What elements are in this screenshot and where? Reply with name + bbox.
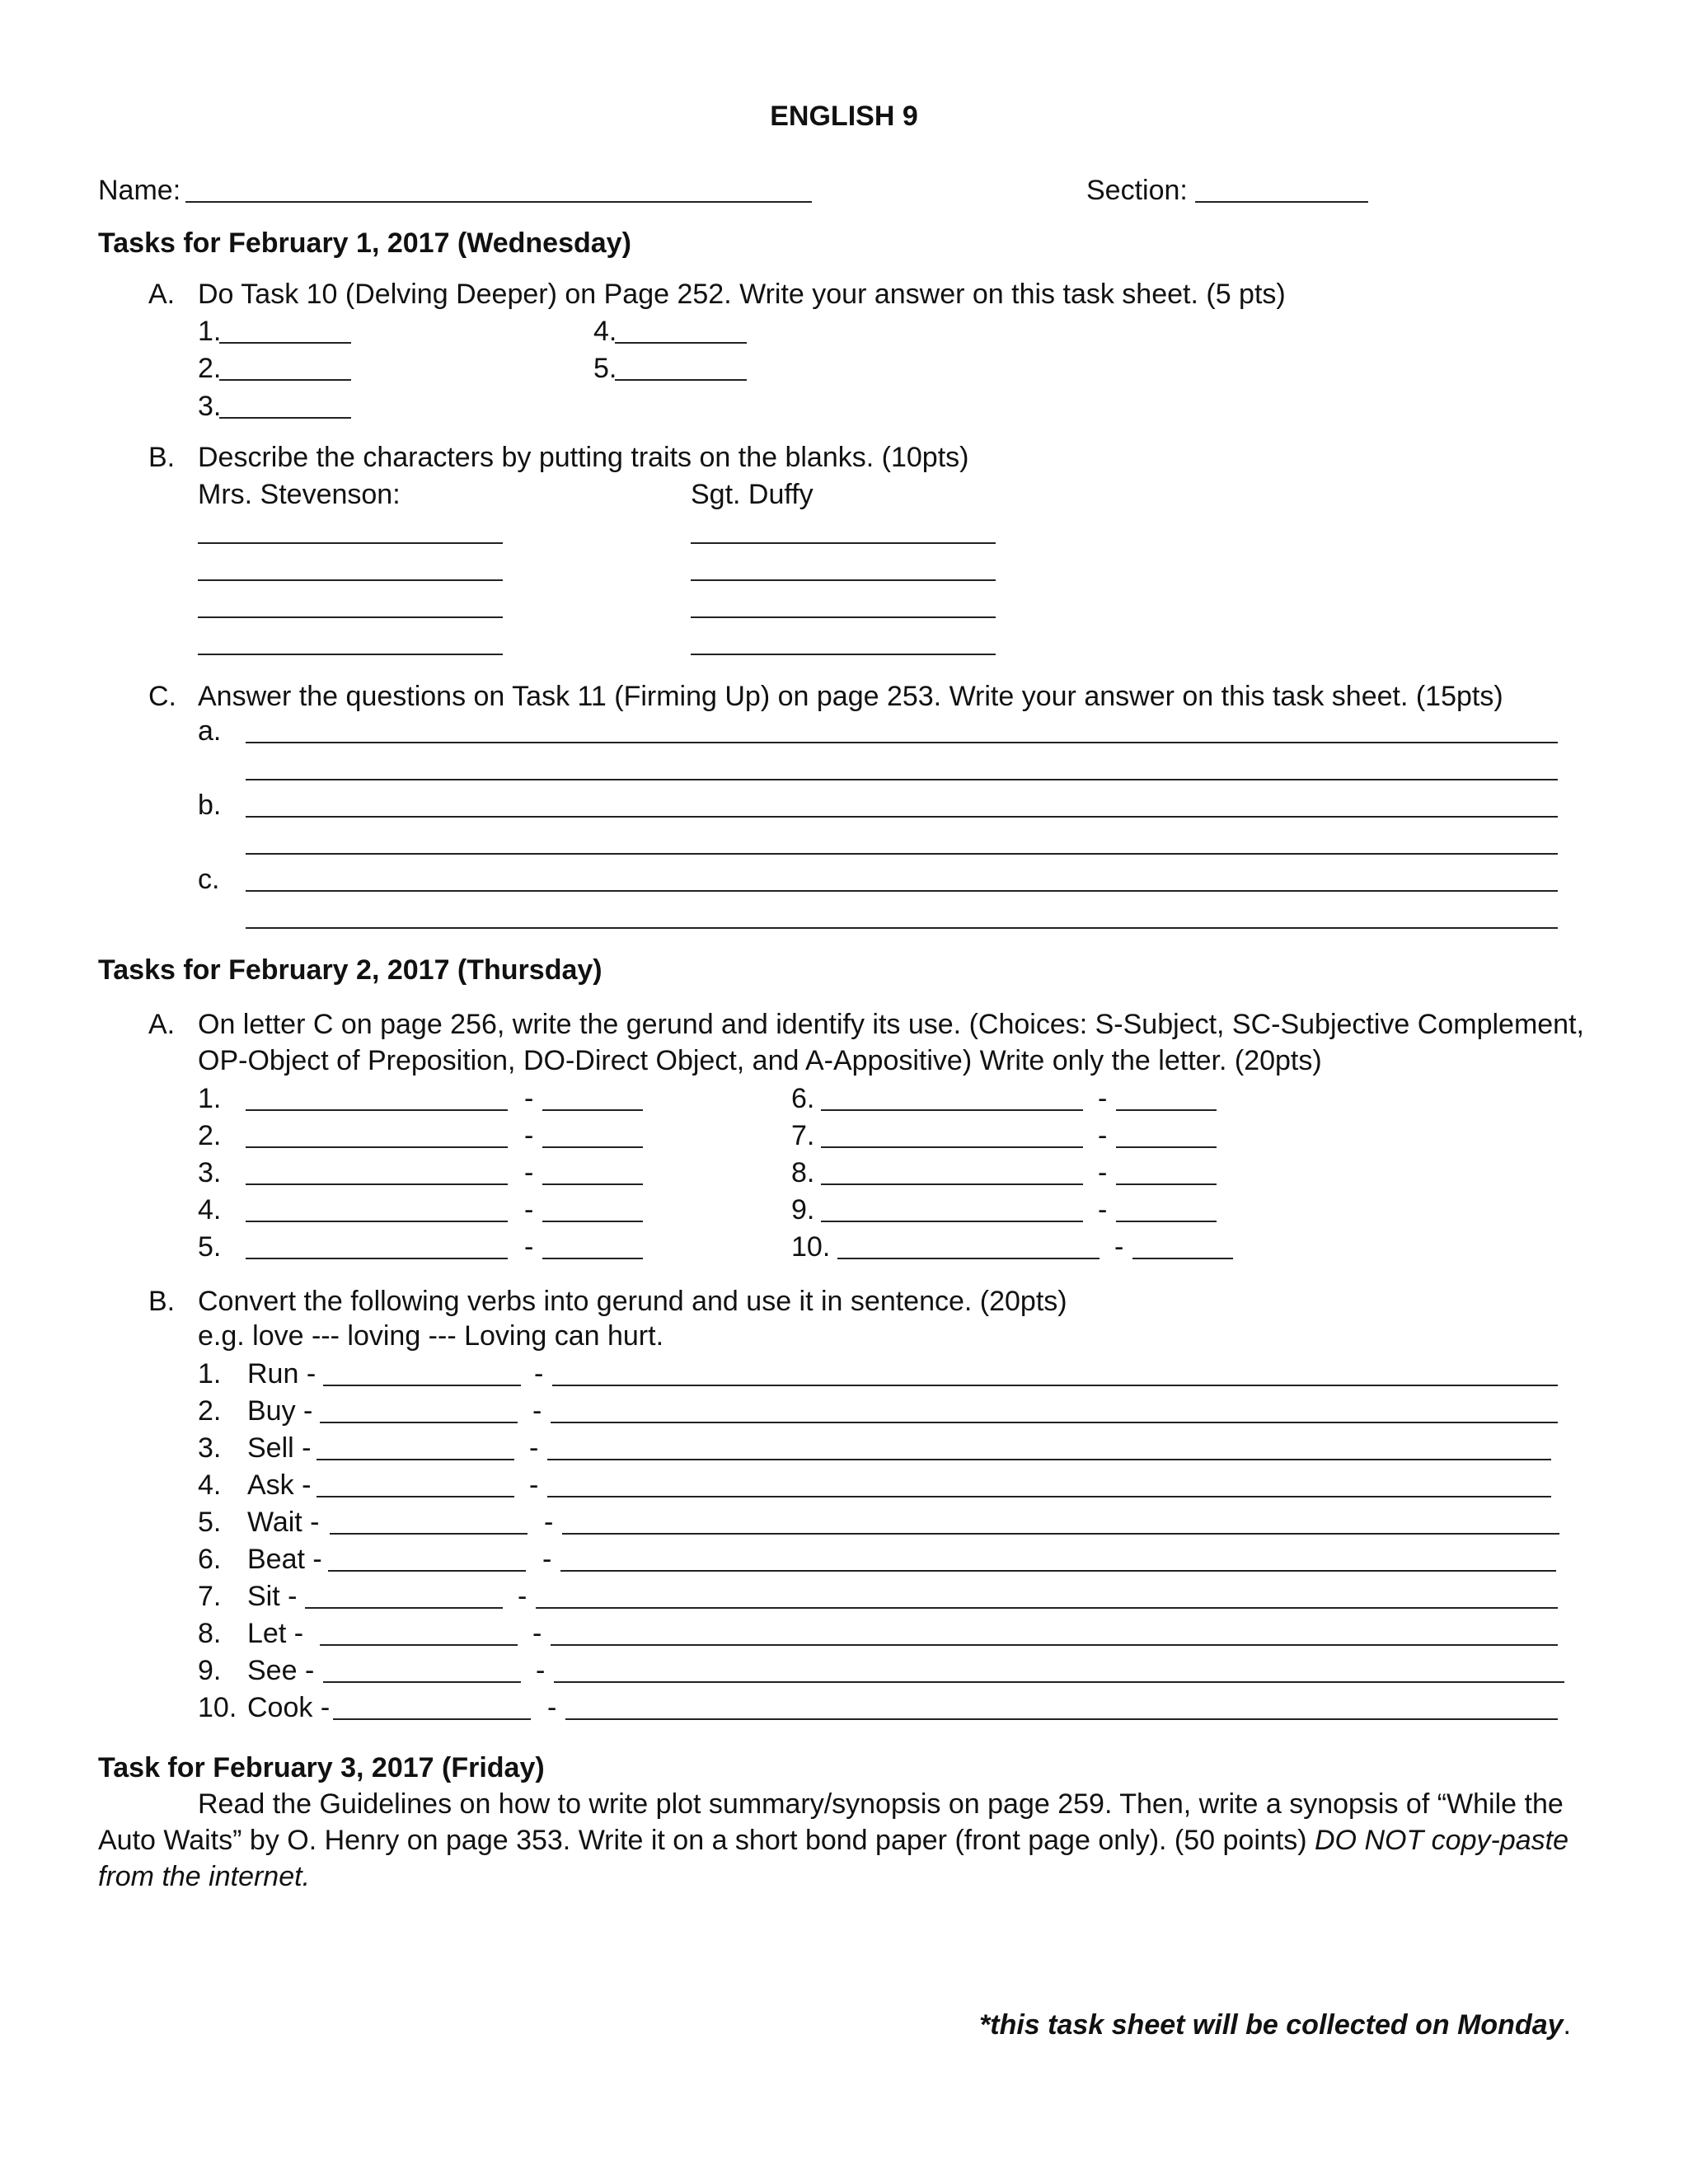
day2-b-letter: B. [148,1286,176,1317]
sentence-field[interactable] [551,1644,1558,1646]
trait-field[interactable] [691,654,996,655]
gerund-field[interactable] [246,1109,508,1111]
verb-label: Sell - [247,1432,312,1464]
day2-a-item-label: 2. [198,1120,222,1151]
separator-dash: - [532,1618,542,1649]
collection-note-text: *this task sheet will be collected on Monday [979,2009,1564,2041]
day1-b-letter: B. [148,442,176,473]
separator-dash: - [524,1120,534,1151]
gerund-field[interactable] [837,1258,1100,1259]
answer-line[interactable] [246,779,1558,780]
gerund-field[interactable] [316,1496,514,1497]
day1-a-item-label: 3. [198,391,222,422]
character-label-sgt-duffy: Sgt. Duffy [691,479,814,510]
gerund-field[interactable] [246,1146,508,1148]
name-field[interactable] [185,201,812,203]
verb-label: See - [247,1655,315,1686]
day3-instruction-line2 [98,1826,1568,1854]
day2-a-item-label: 9. [791,1194,815,1226]
separator-dash: - [524,1083,534,1114]
collection-note-period: . [1563,2009,1571,2041]
gerund-field[interactable] [821,1109,1083,1111]
use-field[interactable] [1116,1146,1217,1148]
separator-dash: - [529,1469,539,1501]
separator-dash: - [542,1544,552,1575]
day2-a-item-label: 8. [791,1157,815,1188]
day2-a-item-label: 1. [198,1083,222,1114]
trait-field[interactable] [691,542,996,544]
name-label: Name: [98,175,181,206]
separator-dash: - [532,1395,542,1427]
day1-b-instruction: Describe the characters by putting traits on the blanks. (10pts) [198,442,969,473]
separator-dash: - [1098,1120,1108,1151]
day3-warning-continued: from the internet. [98,1861,311,1892]
character-label-mrs-stevenson: Mrs. Stevenson: [198,479,401,510]
verb-number: 3. [198,1432,222,1464]
gerund-field[interactable] [246,1221,508,1222]
verb-label: Wait - [247,1507,320,1538]
gerund-field[interactable] [316,1459,514,1460]
day2-a-instruction-line1: On letter C on page 256, write the gerund and identify its use. (Choices: S-Subject, SC-Subjective Complement, [198,1009,1584,1040]
separator-dash: - [1098,1157,1108,1188]
day1-a-instruction: Do Task 10 (Delving Deeper) on Page 252. Write your answer on this task sheet. (5 pts) [198,279,1286,310]
day3-instruction-line1: Read the Guidelines on how to write plot summary/synopsis on page 259. Then, write a synopsis of “While the [198,1788,1564,1820]
separator-dash: - [547,1692,557,1723]
verb-label: Sit - [247,1581,298,1612]
day1-a-letter: A. [148,279,176,310]
day1-c-item-label: c. [198,864,220,895]
use-field[interactable] [542,1146,643,1148]
gerund-field[interactable] [305,1607,503,1609]
day1-a-answer-5[interactable] [615,379,747,381]
day2-b-example: e.g. love --- loving --- Loving can hurt. [198,1320,664,1352]
sentence-field[interactable] [547,1459,1551,1460]
sentence-field[interactable] [562,1533,1559,1535]
day1-a-answer-2[interactable] [219,379,351,381]
day2-heading: Tasks for February 2, 2017 (Thursday) [98,954,603,986]
use-field[interactable] [1116,1109,1217,1111]
use-field[interactable] [542,1183,643,1185]
trait-field[interactable] [691,616,996,618]
gerund-field[interactable] [328,1570,526,1572]
verb-label: Buy - [247,1395,313,1427]
use-field[interactable] [1116,1221,1217,1222]
separator-dash: - [524,1157,534,1188]
verb-number: 4. [198,1469,222,1501]
verb-label: Cook - [247,1692,331,1723]
verb-number: 1. [198,1358,222,1390]
verb-label: Run - [247,1358,316,1390]
gerund-field[interactable] [320,1644,518,1646]
day1-a-answer-3[interactable] [219,417,351,419]
page-title: ENGLISH 9 [770,101,918,132]
gerund-field[interactable] [246,1258,508,1259]
verb-number: 10. [198,1692,237,1723]
gerund-field[interactable] [821,1183,1083,1185]
day2-a-instruction-line2: OP-Object of Preposition, DO-Direct Object, and A-Appositive) Write only the letter. (20pts) [198,1045,1322,1076]
separator-dash: - [1114,1231,1124,1263]
use-field[interactable] [542,1258,643,1259]
gerund-field[interactable] [821,1146,1083,1148]
day3-heading: Task for February 3, 2017 (Friday) [98,1752,545,1783]
sentence-field[interactable] [560,1570,1556,1572]
day2-a-item-label: 4. [198,1194,222,1226]
verb-number: 6. [198,1544,222,1575]
verb-number: 7. [198,1581,222,1612]
separator-dash: - [529,1432,539,1464]
verb-label: Let - [247,1618,304,1649]
separator-dash: - [534,1358,544,1390]
sentence-field[interactable] [551,1422,1558,1423]
trait-field[interactable] [198,579,503,581]
day1-a-item-label: 1. [198,316,222,347]
day1-a-item-label: 4. [593,316,617,347]
separator-dash: - [536,1655,546,1686]
verb-number: 5. [198,1507,222,1538]
day1-c-instruction: Answer the questions on Task 11 (Firming Up) on page 253. Write your answer on this task sheet. (15pts) [198,681,1503,712]
day3-warning-italic: DO NOT copy-paste [1315,1825,1568,1856]
use-field[interactable] [1132,1258,1233,1259]
section-field[interactable] [1195,201,1368,203]
day1-a-answer-1[interactable] [219,342,351,344]
separator-dash: - [524,1194,534,1226]
use-field[interactable] [542,1109,643,1111]
answer-line[interactable] [246,816,1558,818]
verb-number: 2. [198,1395,222,1427]
gerund-field[interactable] [330,1533,528,1535]
trait-field[interactable] [198,542,503,544]
use-field[interactable] [542,1221,643,1222]
day2-a-item-label: 6. [791,1083,815,1114]
answer-line[interactable] [246,742,1558,743]
day2-a-item-label: 10. [791,1231,831,1263]
day1-a-answer-4[interactable] [615,342,747,344]
day1-c-item-label: b. [198,790,222,821]
gerund-field[interactable] [323,1385,521,1386]
verb-label: Beat - [247,1544,322,1575]
day2-a-item-label: 7. [791,1120,815,1151]
sentence-field[interactable] [554,1681,1564,1683]
answer-line[interactable] [246,890,1558,892]
use-field[interactable] [1116,1183,1217,1185]
gerund-field[interactable] [246,1183,508,1185]
day1-a-item-label: 5. [593,353,617,384]
separator-dash: - [518,1581,528,1612]
day2-a-letter: A. [148,1009,176,1040]
collection-note [979,2011,1571,2039]
verb-number: 9. [198,1655,222,1686]
day1-a-item-label: 2. [198,353,222,384]
day2-a-item-label: 5. [198,1231,222,1263]
verb-label: Ask - [247,1469,312,1501]
sentence-field[interactable] [536,1607,1558,1609]
gerund-field[interactable] [333,1718,531,1720]
gerund-field[interactable] [320,1422,518,1423]
sentence-field[interactable] [565,1718,1558,1720]
separator-dash: - [1098,1083,1108,1114]
gerund-field[interactable] [821,1221,1083,1222]
day1-c-letter: C. [148,681,176,712]
section-label: Section: [1086,175,1188,206]
day1-heading: Tasks for February 1, 2017 (Wednesday) [98,227,631,259]
trait-field[interactable] [691,579,996,581]
sentence-field[interactable] [547,1496,1551,1497]
sentence-field[interactable] [552,1385,1558,1386]
separator-dash: - [1098,1194,1108,1226]
gerund-field[interactable] [323,1681,521,1683]
day3-instruction-plain: Auto Waits” by O. Henry on page 353. Write it on a short bond paper (front page only). (50 points) [98,1825,1315,1856]
verb-number: 8. [198,1618,222,1649]
answer-line[interactable] [246,853,1558,855]
separator-dash: - [544,1507,554,1538]
day1-c-item-label: a. [198,715,222,747]
separator-dash: - [524,1231,534,1263]
trait-field[interactable] [198,654,503,655]
answer-line[interactable] [246,927,1558,929]
trait-field[interactable] [198,616,503,618]
day2-b-instruction: Convert the following verbs into gerund and use it in sentence. (20pts) [198,1286,1067,1317]
day2-a-item-label: 3. [198,1157,222,1188]
